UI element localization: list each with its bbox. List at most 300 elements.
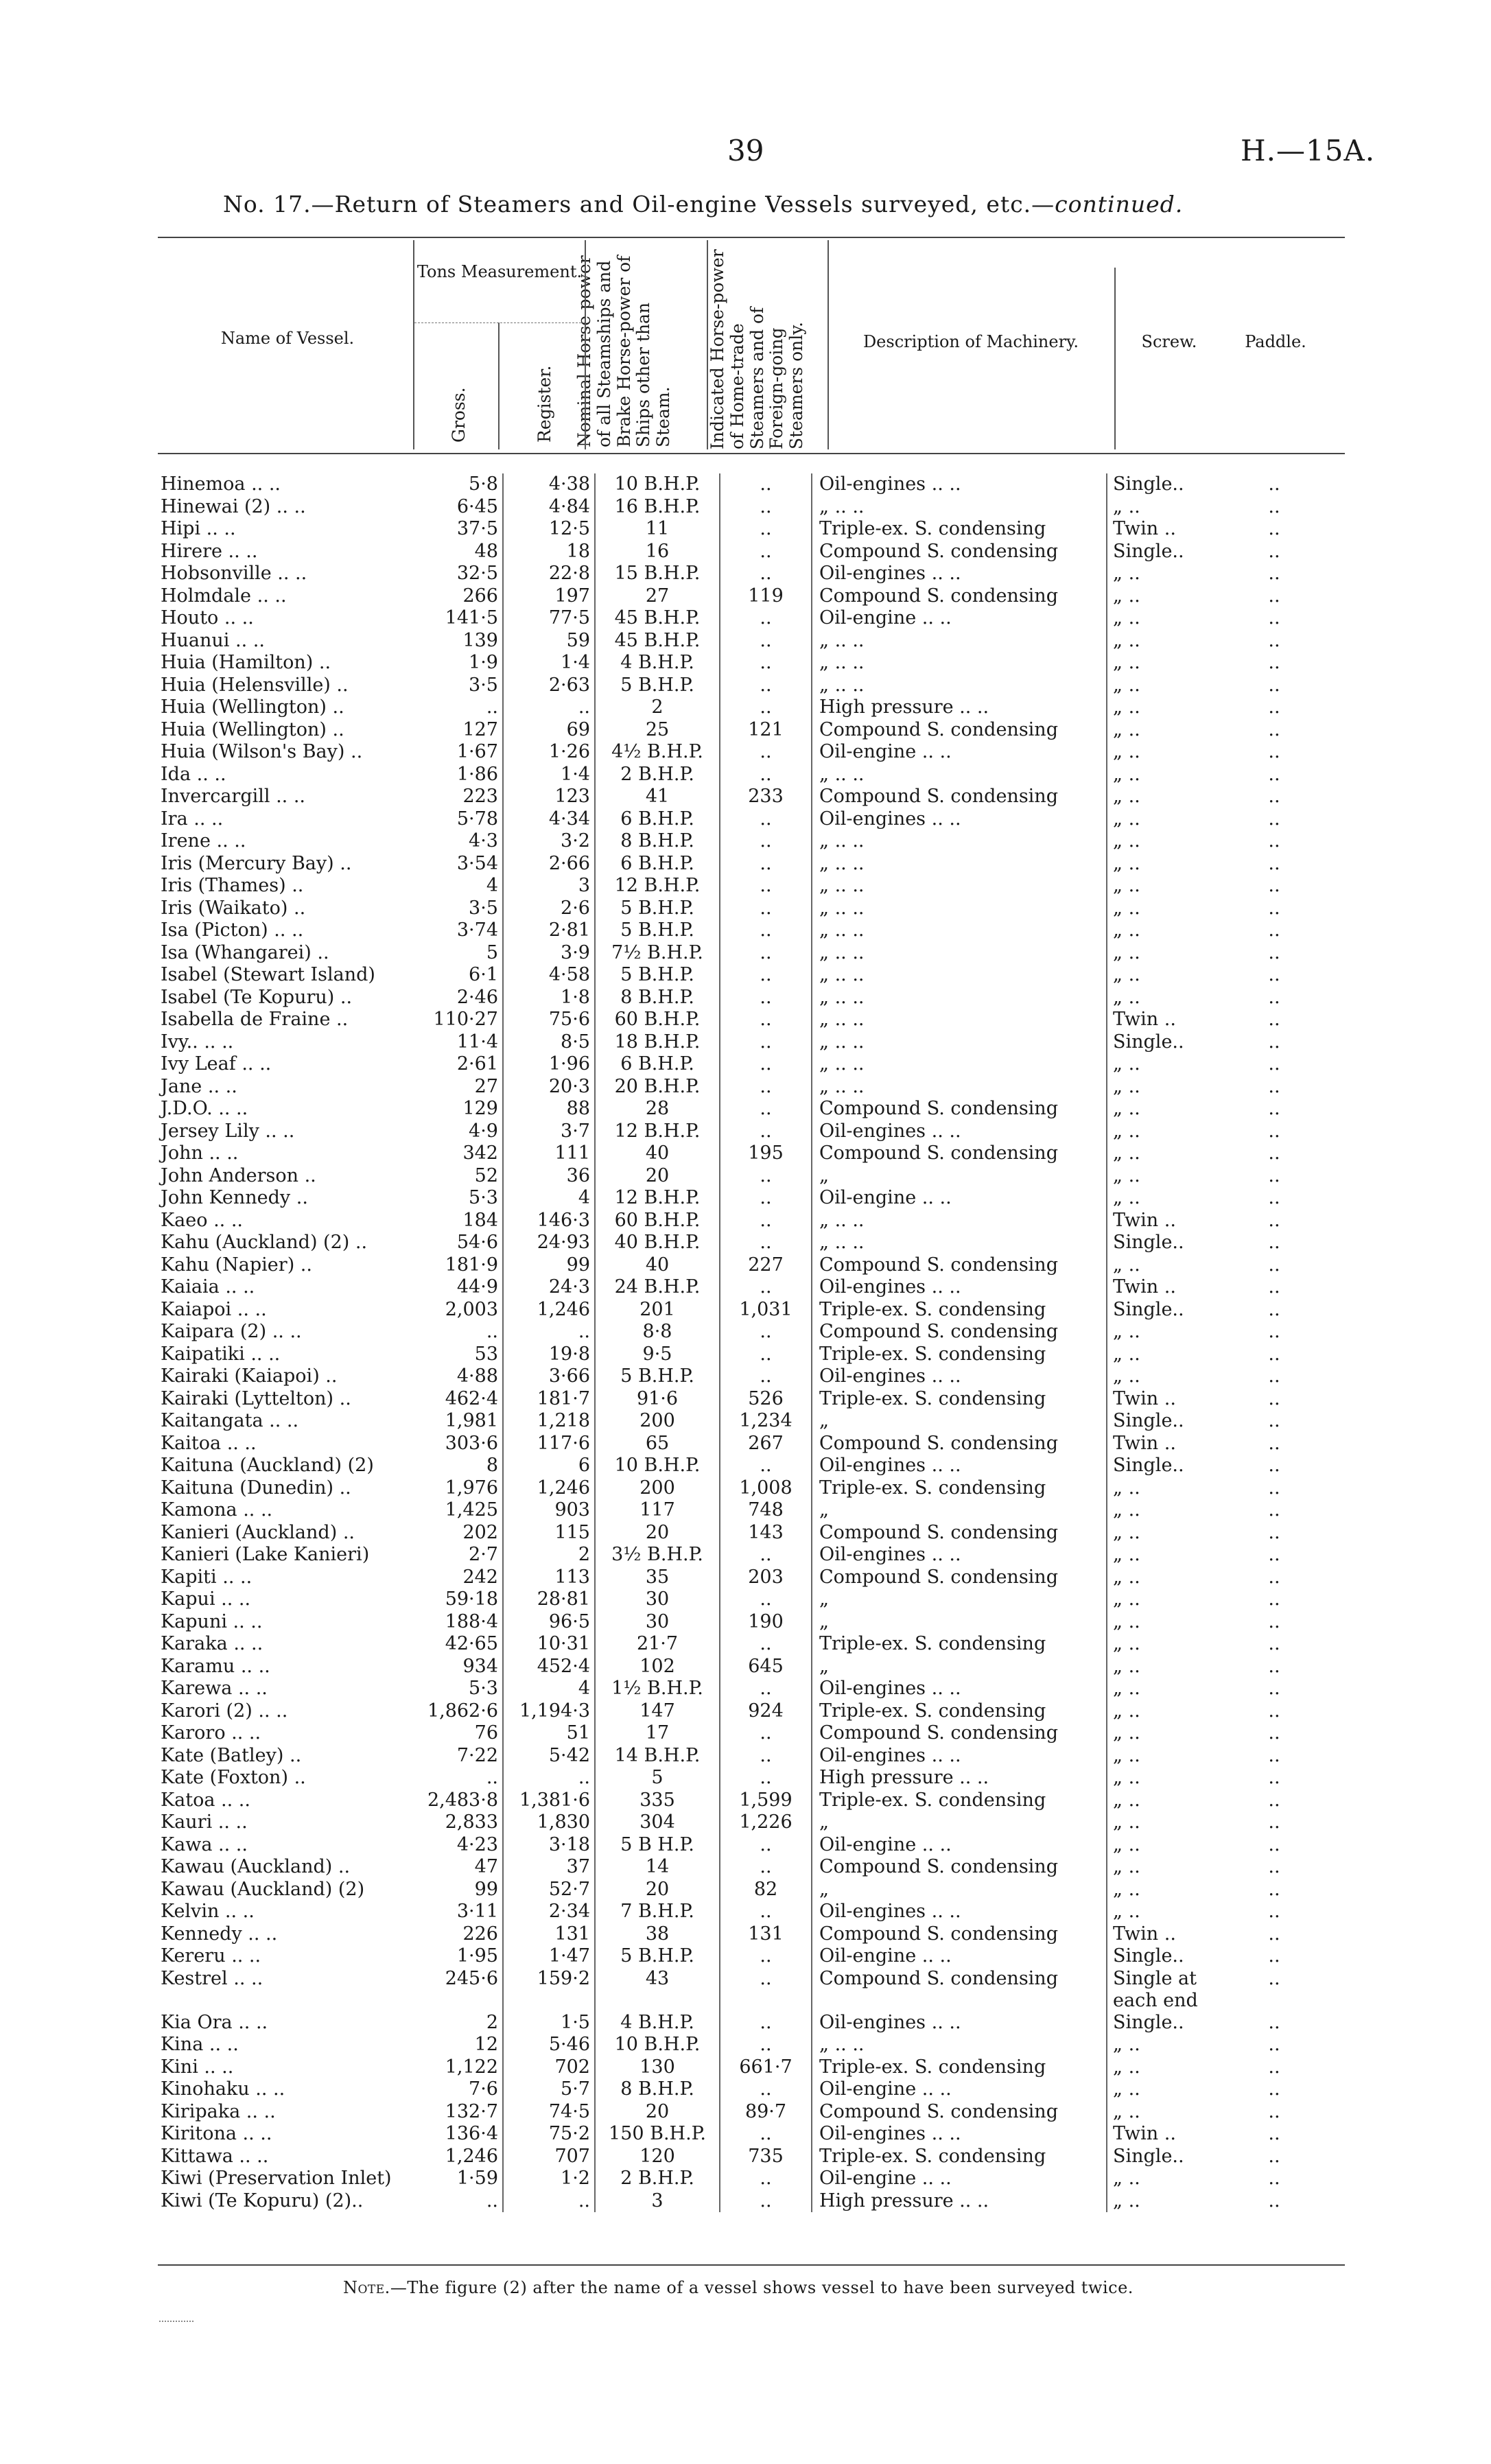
paddle-type: .. <box>1268 1455 1280 1477</box>
table-row <box>155 1365 1326 1388</box>
table-row <box>155 808 1326 831</box>
table-title-suffix: continued. <box>1055 191 1184 218</box>
indicated-horsepower: .. <box>720 942 812 965</box>
indicated-horsepower: .. <box>720 2034 812 2056</box>
screw-type: „ .. <box>1107 1522 1223 1545</box>
nominal-horsepower: 45 B.H.P. <box>595 630 720 653</box>
indicated-horsepower: .. <box>720 1321 812 1344</box>
vessel-name: Kauri .. .. <box>161 1811 248 1833</box>
nominal-horsepower: 40 <box>595 1142 720 1165</box>
screw-type: „ .. <box>1107 1187 1223 1210</box>
paddle-type: .. <box>1268 2190 1280 2211</box>
vessel-name: Isa (Picton) .. .. <box>161 919 304 941</box>
table-row <box>155 1611 1326 1634</box>
vessel-name: Iris (Thames) .. <box>161 875 304 897</box>
screw-type: „ .. <box>1107 719 1223 742</box>
table-row <box>155 2034 1326 2056</box>
screw-type: Single.. <box>1107 1299 1223 1322</box>
paddle-type: .. <box>1268 1009 1280 1031</box>
table-row <box>155 1901 1326 1923</box>
indicated-horsepower: .. <box>720 853 812 876</box>
table-title-main: No. 17.—Return of Steamers and Oil-engine Vessels surveyed, etc.— <box>223 191 1055 218</box>
table-row <box>155 1656 1326 1678</box>
header-description: Description of Machinery. <box>862 332 1079 351</box>
machinery-description: Compound S. condensing <box>812 1567 1107 1589</box>
machinery-description: High pressure .. .. <box>812 696 1107 719</box>
paddle-type: .. <box>1268 674 1280 696</box>
register-tons: 1·47 <box>503 1945 595 1968</box>
paddle-type: .. <box>1268 2123 1280 2145</box>
indicated-horsepower: .. <box>720 674 812 697</box>
paddle-type: .. <box>1268 1767 1280 1789</box>
screw-type: Twin .. <box>1107 2123 1223 2146</box>
register-tons: 36 <box>503 1165 595 1188</box>
header-bottom-rule <box>158 453 1345 454</box>
machinery-description: „ <box>812 1499 1107 1522</box>
register-tons: 1·4 <box>503 652 595 674</box>
indicated-horsepower: 267 <box>720 1433 812 1455</box>
register-tons: 4 <box>503 1187 595 1210</box>
vessel-name: Ira .. .. <box>161 808 224 830</box>
indicated-horsepower: 143 <box>720 1522 812 1545</box>
register-tons: 2·63 <box>503 674 595 697</box>
screw-type: „ .. <box>1107 741 1223 764</box>
table-row <box>155 696 1326 719</box>
paddle-type: .. <box>1268 1410 1280 1432</box>
vessel-name: Kaipara (2) .. .. <box>161 1321 302 1343</box>
vessel-name: Kairaki (Kaiapoi) .. <box>161 1365 338 1387</box>
nominal-horsepower: 10 B.H.P. <box>595 473 720 496</box>
register-tons: .. <box>503 696 595 719</box>
indicated-horsepower: .. <box>720 2168 812 2190</box>
vessel-name: Kia Ora .. .. <box>161 2011 268 2033</box>
paddle-type: .. <box>1268 563 1280 585</box>
header-divider <box>498 322 500 449</box>
nominal-horsepower: 5 B H.P. <box>595 1834 720 1857</box>
table-row <box>155 1522 1326 1545</box>
machinery-description: Triple-ex. S. condensing <box>812 1700 1107 1723</box>
screw-type: Single.. <box>1107 1232 1223 1254</box>
footnote-text: —The figure (2) after the name of a vessel shows vessel to have been surveyed twice. <box>390 2278 1134 2297</box>
indicated-horsepower: .. <box>720 1120 812 1143</box>
screw-type: „ .. <box>1107 1745 1223 1768</box>
screw-type: Twin .. <box>1107 1433 1223 1455</box>
vessel-name: Kaitoa .. .. <box>161 1432 257 1454</box>
indicated-horsepower: 131 <box>720 1923 812 1946</box>
machinery-description: „ .. .. <box>812 987 1107 1009</box>
screw-type: „ .. <box>1107 764 1223 786</box>
indicated-horsepower: .. <box>720 1856 812 1879</box>
machinery-description: Triple-ex. S. condensing <box>812 2056 1107 2079</box>
register-tons: 59 <box>503 630 595 653</box>
machinery-description: Triple-ex. S. condensing <box>812 1633 1107 1656</box>
screw-type: „ .. <box>1107 1901 1223 1923</box>
screw-type: „ .. <box>1107 1567 1223 1589</box>
paddle-type: .. <box>1268 1031 1280 1053</box>
register-tons: 24·3 <box>503 1276 595 1299</box>
machinery-description: „ .. .. <box>812 1009 1107 1031</box>
gross-tons: 5·78 <box>456 808 498 830</box>
table-row <box>155 496 1326 519</box>
indicated-horsepower: .. <box>720 541 812 563</box>
table-row <box>155 1455 1326 1477</box>
gross-tons: 27 <box>474 1075 498 1097</box>
register-tons: 5·46 <box>503 2034 595 2056</box>
vessel-name: Kaiaia .. .. <box>161 1276 255 1298</box>
machinery-description: Oil-engine .. .. <box>812 741 1107 764</box>
machinery-description: „ .. .. <box>812 674 1107 697</box>
header-register: Register. <box>535 365 554 443</box>
gross-tons: .. <box>486 2190 498 2211</box>
screw-type: Single.. <box>1107 473 1223 496</box>
gross-tons: 2,483·8 <box>427 1789 498 1811</box>
paddle-type: .. <box>1268 2078 1280 2100</box>
screw-type: „ .. <box>1107 1611 1223 1634</box>
table-row <box>155 1678 1326 1700</box>
register-tons: 2·34 <box>503 1901 595 1923</box>
gross-tons: 3·74 <box>456 919 498 941</box>
header-gross: Gross. <box>449 387 469 443</box>
table-row <box>155 1945 1326 1968</box>
table-row <box>155 875 1326 897</box>
table-row <box>155 607 1326 630</box>
paddle-type: .. <box>1268 2056 1280 2078</box>
register-tons: 18 <box>503 541 595 563</box>
vessel-name: Kereru .. .. <box>161 1945 261 1967</box>
table-row <box>155 719 1326 742</box>
register-tons: 69 <box>503 719 595 742</box>
indicated-horsepower: .. <box>720 696 812 719</box>
vessel-name: Kiwi (Te Kopuru) (2).. <box>161 2190 364 2211</box>
header-tons: Tons Measurement. <box>416 262 583 281</box>
gross-tons: 1·9 <box>469 652 498 674</box>
nominal-horsepower: 8 B.H.P. <box>595 2078 720 2101</box>
register-tons: 4 <box>503 1678 595 1700</box>
register-tons: 707 <box>503 2146 595 2168</box>
screw-type: Single.. <box>1107 2012 1223 2034</box>
register-tons: 4·84 <box>503 496 595 519</box>
indicated-horsepower: .. <box>720 1009 812 1031</box>
indicated-horsepower: 1,226 <box>720 1811 812 1834</box>
paddle-type: .. <box>1268 2011 1280 2033</box>
machinery-description: Oil-engine .. .. <box>812 1834 1107 1857</box>
gross-tons: 6·1 <box>469 964 498 986</box>
gross-tons: 1·95 <box>456 1945 498 1967</box>
nominal-horsepower: 12 B.H.P. <box>595 875 720 897</box>
machinery-description: Oil-engines .. .. <box>812 2012 1107 2034</box>
machinery-description: „ .. .. <box>812 496 1107 519</box>
register-tons: 903 <box>503 1499 595 1522</box>
vessel-name: Kapiti .. .. <box>161 1566 253 1588</box>
gross-tons: 3·11 <box>456 1901 498 1923</box>
vessel-name: Kennedy .. .. <box>161 1923 278 1945</box>
vessel-name: Katoa .. .. <box>161 1789 250 1811</box>
nominal-horsepower: 18 B.H.P. <box>595 1031 720 1054</box>
indicated-horsepower: .. <box>720 830 812 853</box>
gross-tons: 188·4 <box>445 1610 498 1632</box>
vessel-name: Kate (Foxton) .. <box>161 1767 306 1789</box>
screw-type: „ .. <box>1107 1767 1223 1790</box>
screw-type: „ .. <box>1107 1165 1223 1188</box>
machinery-description: High pressure .. .. <box>812 2190 1107 2213</box>
gross-tons: 1,981 <box>445 1410 498 1432</box>
table-row <box>155 1165 1326 1188</box>
table-row <box>155 652 1326 674</box>
table-row <box>155 1968 1326 2012</box>
nominal-horsepower: 30 <box>595 1588 720 1611</box>
gross-tons: 76 <box>474 1722 498 1744</box>
table-row <box>155 2146 1326 2168</box>
paddle-type: .. <box>1268 852 1280 874</box>
table-row <box>155 2190 1326 2213</box>
vessel-name: Hinemoa .. .. <box>161 473 281 495</box>
register-tons: 117·6 <box>503 1433 595 1455</box>
paddle-type: .. <box>1268 718 1280 740</box>
paddle-type: .. <box>1268 518 1280 540</box>
screw-type: Twin .. <box>1107 1388 1223 1411</box>
gross-tons: 5 <box>486 941 498 963</box>
gross-tons: 129 <box>462 1098 498 1120</box>
nominal-horsepower: 12 B.H.P. <box>595 1120 720 1143</box>
nominal-horsepower: 102 <box>595 1656 720 1678</box>
register-tons: 3·2 <box>503 830 595 853</box>
table-row <box>155 1433 1326 1455</box>
machinery-description: Triple-ex. S. condensing <box>812 1299 1107 1322</box>
nominal-horsepower: 2 B.H.P. <box>595 2168 720 2190</box>
machinery-description: „ <box>812 1410 1107 1433</box>
gross-tons: 42·65 <box>445 1633 498 1655</box>
indicated-horsepower: 1,234 <box>720 1410 812 1433</box>
vessel-table <box>155 473 1326 2212</box>
nominal-horsepower: 9·5 <box>595 1344 720 1366</box>
paddle-type: .. <box>1268 875 1280 897</box>
table-row <box>155 541 1326 563</box>
table-row <box>155 1588 1326 1611</box>
indicated-horsepower: .. <box>720 2078 812 2101</box>
gross-tons: 2,003 <box>445 1298 498 1320</box>
machinery-description: Oil-engines .. .. <box>812 808 1107 831</box>
indicated-horsepower: 1,031 <box>720 1299 812 1322</box>
register-tons: 4·58 <box>503 964 595 987</box>
table-row <box>155 1031 1326 1054</box>
gross-tons: 1,246 <box>445 2145 498 2167</box>
table-row <box>155 1811 1326 1834</box>
nominal-horsepower: 130 <box>595 2056 720 2079</box>
screw-type: „ .. <box>1107 1365 1223 1388</box>
gross-tons: 934 <box>462 1655 498 1677</box>
table-row <box>155 942 1326 965</box>
table-row <box>155 741 1326 764</box>
paddle-type: .. <box>1268 629 1280 651</box>
nominal-horsepower: 5 B.H.P. <box>595 897 720 920</box>
vessel-name: Karewa .. .. <box>161 1678 268 1700</box>
vessel-name: Kaituna (Auckland) (2) <box>161 1455 374 1477</box>
table-row <box>155 1299 1326 1322</box>
screw-type: „ .. <box>1107 2101 1223 2124</box>
table-row <box>155 1567 1326 1589</box>
table-row <box>155 2101 1326 2124</box>
indicated-horsepower: .. <box>720 875 812 897</box>
nominal-horsepower: 11 <box>595 518 720 541</box>
screw-type: „ .. <box>1107 1656 1223 1678</box>
vessel-name: Kestrel .. .. <box>161 1967 263 1989</box>
screw-type: „ .. <box>1107 1053 1223 1076</box>
table-row <box>155 853 1326 876</box>
indicated-horsepower: .. <box>720 1722 812 1745</box>
gross-tons: 1,862·6 <box>427 1700 498 1722</box>
gross-tons: 127 <box>462 718 498 740</box>
table-row <box>155 1879 1326 1901</box>
nominal-horsepower: 10 B.H.P. <box>595 2034 720 2056</box>
machinery-description: Compound S. condensing <box>812 1254 1107 1277</box>
gross-tons: 226 <box>462 1923 498 1945</box>
vessel-name: Kiwi (Preservation Inlet) <box>161 2168 392 2190</box>
vessel-name: Kaiapoi .. .. <box>161 1298 267 1320</box>
paddle-type: .. <box>1268 1164 1280 1186</box>
vessel-name: Kanieri (Auckland) .. <box>161 1521 355 1543</box>
indicated-horsepower: 233 <box>720 786 812 808</box>
vessel-name: Huanui .. .. <box>161 629 265 651</box>
screw-type: „ .. <box>1107 964 1223 987</box>
vessel-name: Huia (Wellington) .. <box>161 696 344 718</box>
paddle-type: .. <box>1268 1499 1280 1521</box>
nominal-horsepower: 200 <box>595 1410 720 1433</box>
screw-type: „ .. <box>1107 1633 1223 1656</box>
paddle-type: .. <box>1268 1610 1280 1632</box>
gross-tons: 4·3 <box>469 830 498 852</box>
page-mark <box>159 2321 193 2322</box>
screw-type: „ .. <box>1107 1834 1223 1857</box>
indicated-horsepower: .. <box>720 1053 812 1076</box>
nominal-horsepower: 27 <box>595 585 720 608</box>
screw-type: „ .. <box>1107 585 1223 608</box>
vessel-name: Huia (Wellington) .. <box>161 718 344 740</box>
table-row <box>155 563 1326 585</box>
nominal-horsepower: 5 B.H.P. <box>595 674 720 697</box>
screw-type: „ .. <box>1107 897 1223 920</box>
gross-tons: 2,833 <box>445 1811 498 1833</box>
paddle-type: .. <box>1268 585 1280 607</box>
paddle-type: .. <box>1268 1120 1280 1142</box>
nominal-horsepower: 14 <box>595 1856 720 1879</box>
nominal-horsepower: 91·6 <box>595 1388 720 1411</box>
register-tons: 12·5 <box>503 518 595 541</box>
indicated-horsepower: .. <box>720 496 812 519</box>
register-tons: 96·5 <box>503 1611 595 1634</box>
indicated-horsepower: .. <box>720 1098 812 1120</box>
nominal-horsepower: 3½ B.H.P. <box>595 1544 720 1567</box>
paddle-type: .. <box>1268 1588 1280 1610</box>
paddle-type: .. <box>1268 941 1280 963</box>
machinery-description: Compound S. condensing <box>812 1722 1107 1745</box>
vessel-name: Kaituna (Dunedin) .. <box>161 1477 351 1499</box>
vessel-name: Jersey Lily .. .. <box>161 1120 295 1142</box>
table-row <box>155 630 1326 653</box>
indicated-horsepower: .. <box>720 1633 812 1656</box>
machinery-description: Triple-ex. S. condensing <box>812 1344 1107 1366</box>
header-name: Name of Vessel. <box>220 329 355 348</box>
table-row <box>155 1098 1326 1120</box>
nominal-horsepower: 45 B.H.P. <box>595 607 720 630</box>
vessel-name: Karori (2) .. .. <box>161 1700 288 1722</box>
table-row <box>155 1210 1326 1232</box>
machinery-description: Oil-engines .. .. <box>812 1678 1107 1700</box>
machinery-description: Compound S. condensing <box>812 2101 1107 2124</box>
nominal-horsepower: 120 <box>595 2146 720 2168</box>
indicated-horsepower: .. <box>720 897 812 920</box>
nominal-horsepower: 5 B.H.P. <box>595 919 720 942</box>
table-row <box>155 1745 1326 1768</box>
vessel-name: John .. .. <box>161 1142 239 1164</box>
nominal-horsepower: 117 <box>595 1499 720 1522</box>
vessel-name: Kanieri (Lake Kanieri) <box>161 1544 370 1566</box>
paddle-type: .. <box>1268 2034 1280 2056</box>
table-row <box>155 1009 1326 1031</box>
header-divider <box>827 240 829 449</box>
table-row <box>155 1499 1326 1522</box>
screw-type: „ .. <box>1107 1098 1223 1120</box>
machinery-description: Oil-engines .. .. <box>812 473 1107 496</box>
gross-tons: 32·5 <box>456 563 498 585</box>
register-tons: 19·8 <box>503 1344 595 1366</box>
vessel-name: Hobsonville .. .. <box>161 563 307 585</box>
indicated-horsepower: .. <box>720 1210 812 1232</box>
paddle-type: .. <box>1268 1811 1280 1833</box>
table-row <box>155 2012 1326 2034</box>
screw-type: „ .. <box>1107 696 1223 719</box>
screw-type: „ .. <box>1107 607 1223 630</box>
paddle-type: .. <box>1268 763 1280 785</box>
gross-tons: 2·61 <box>456 1053 498 1075</box>
table-row <box>155 2078 1326 2101</box>
machinery-description: „ <box>812 1811 1107 1834</box>
vessel-name: Isabel (Te Kopuru) .. <box>161 986 353 1008</box>
screw-type: Twin .. <box>1107 1276 1223 1299</box>
table-row <box>155 987 1326 1009</box>
register-tons: 28·81 <box>503 1588 595 1611</box>
register-tons: 123 <box>503 786 595 808</box>
vessel-name: Karamu .. .. <box>161 1655 270 1677</box>
footnote <box>343 2278 1134 2297</box>
vessel-name: John Kennedy .. <box>161 1187 308 1209</box>
gross-tons: 7·22 <box>456 1744 498 1766</box>
indicated-horsepower: .. <box>720 1588 812 1611</box>
screw-type: Twin .. <box>1107 1009 1223 1031</box>
register-tons: 197 <box>503 585 595 608</box>
screw-type: Twin .. <box>1107 1210 1223 1232</box>
indicated-horsepower: .. <box>720 2123 812 2146</box>
screw-type: Single.. <box>1107 1455 1223 1477</box>
register-tons: 2·6 <box>503 897 595 920</box>
nominal-horsepower: 35 <box>595 1567 720 1589</box>
table-row <box>155 1923 1326 1946</box>
nominal-horsepower: 2 B.H.P. <box>595 764 720 786</box>
indicated-horsepower: .. <box>720 1945 812 1968</box>
screw-type: „ .. <box>1107 1344 1223 1366</box>
machinery-description: „ .. .. <box>812 764 1107 786</box>
register-tons: 1·8 <box>503 987 595 1009</box>
register-tons: 146·3 <box>503 1210 595 1232</box>
indicated-horsepower: .. <box>720 1276 812 1299</box>
vessel-name: Kawau (Auckland) .. <box>161 1856 351 1878</box>
gross-tons: .. <box>486 696 498 718</box>
nominal-horsepower: 38 <box>595 1923 720 1946</box>
paddle-type: .. <box>1268 1744 1280 1766</box>
register-tons: 3·7 <box>503 1120 595 1143</box>
vessel-name: Kina .. .. <box>161 2034 239 2056</box>
paddle-type: .. <box>1268 1833 1280 1855</box>
gross-tons: 54·6 <box>456 1232 498 1254</box>
